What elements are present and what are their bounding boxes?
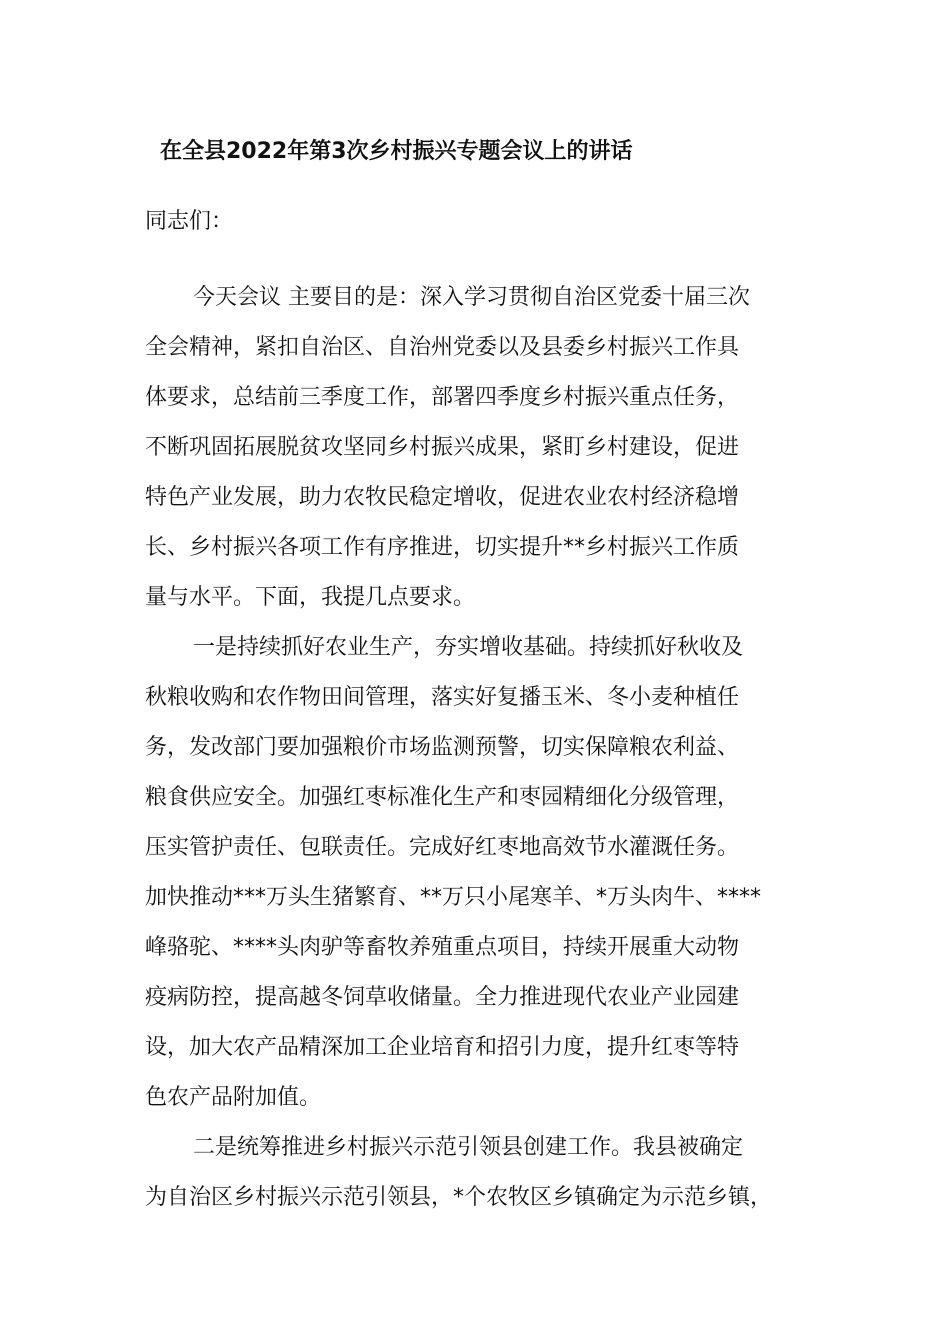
- paragraph-line: 压实管护责任、包联责任。完成好红枣地高效节水灌溉任务。: [145, 835, 740, 860]
- paragraph-line: 长、乡村振兴各项工作有序推进，切实提升**乡村振兴工作质: [145, 535, 740, 560]
- salutation: 同志们：: [145, 209, 234, 234]
- paragraph-line: 一是持续抓好农业生产，夯实增收基础。持续抓好秋收及: [193, 635, 744, 660]
- paragraph-line: 量与水平。下面，我提几点要求。: [145, 585, 476, 610]
- paragraph-line: 设，加大农产品精深加工企业培育和招引力度，提升红枣等特: [145, 1035, 740, 1060]
- paragraph-line: 体要求，总结前三季度工作，部署四季度乡村振兴重点任务，: [145, 385, 740, 410]
- paragraph-line: 二是统筹推进乡村振兴示范引领县创建工作。我县被确定: [193, 1135, 744, 1160]
- paragraph-line: 不断巩固拓展脱贫攻坚同乡村振兴成果，紧盯乡村建设，促进: [145, 435, 740, 460]
- paragraph-line: 色农产品附加值。: [145, 1085, 322, 1110]
- paragraph-line: 务，发改部门要加强粮价市场监测预警，切实保障粮农利益、: [145, 735, 740, 760]
- paragraph-line: 为自治区乡村振兴示范引领县，*个农牧区乡镇确定为示范乡镇，: [145, 1185, 773, 1210]
- paragraph-line: 秋粮收购和农作物田间管理，落实好复播玉米、冬小麦种植任: [145, 685, 740, 710]
- paragraph-line: 特色产业发展，助力农牧民稳定增收，促进农业农村经济稳增: [145, 485, 740, 510]
- paragraph-line: 疫病防控，提高越冬饲草收储量。全力推进现代农业产业园建: [145, 985, 740, 1010]
- paragraph-line: 粮食供应安全。加强红枣标准化生产和枣园精细化分级管理，: [145, 785, 740, 810]
- paragraph-line: 全会精神，紧扣自治区、自治州党委以及县委乡村振兴工作具: [145, 335, 740, 360]
- paragraph-line: 峰骆驼、****头肉驴等畜牧养殖重点项目，持续开展重大动物: [145, 935, 740, 960]
- paragraph-line: 加快推动***万头生猪繁育、**万只小尾寒羊、*万头肉牛、****: [145, 885, 762, 910]
- paragraph-line: 今天会议 主要目的是：深入学习贯彻自治区党委十届三次: [193, 285, 750, 310]
- document-title: 在全县2022年第3次乡村振兴专题会议上的讲话: [160, 139, 633, 164]
